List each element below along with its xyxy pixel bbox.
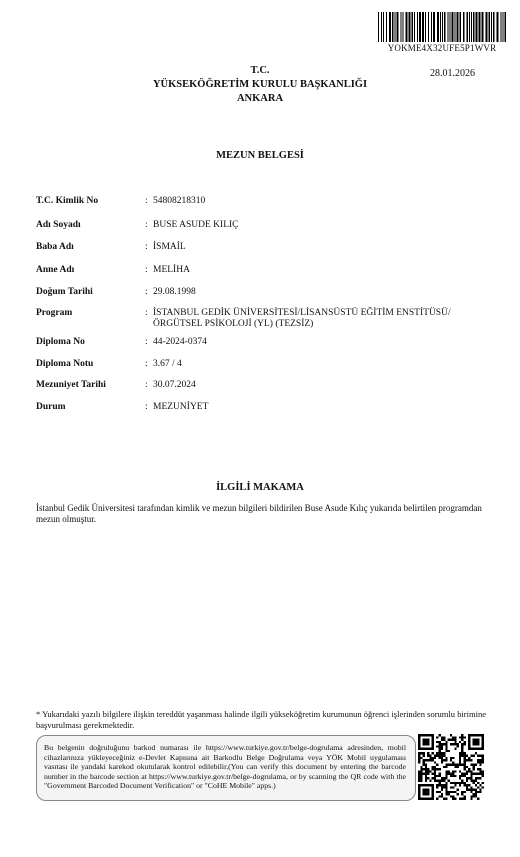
field-label: Doğum Tarihi: [36, 287, 93, 297]
header-line-country: T.C.: [250, 65, 270, 76]
field-colon: :: [145, 337, 148, 347]
verification-text: Bu belgenin doğruluğunu barkod numarası ile https://www.turkiye.gov.tr/belge-dogrulama adresinden, mobil cihazlarınıza yükleyeceğiniz e-Devlet Kapısına ait Barkodlu Belge Doğrulama veya YÖK Mobil uygulaması vasıtası ile yandaki karekod okutularak kontrol edilebilir.(You can verify this document by entering the barcode number in the barcode section at https://www.turkiye.gov.tr/belge-dogrulama, or by scanning the QR code with the "Government Barcoded Document Verification" or "CoHE Mobile" apps.): [44, 743, 406, 791]
field-colon: :: [145, 359, 148, 369]
issuer-header: [0, 64, 520, 106]
field-colon: :: [145, 308, 148, 318]
header-line-institution: YÜKSEKÖĞRETİM KURULU BAŞKANLIĞI: [152, 79, 368, 90]
field-label: Durum: [36, 402, 66, 412]
field-colon: :: [145, 265, 148, 275]
field-colon: :: [145, 242, 148, 252]
field-label: Mezuniyet Tarihi: [36, 380, 106, 390]
header-line-city: ANKARA: [236, 93, 284, 104]
field-value: MELİHA: [153, 265, 190, 275]
field-value: 29.08.1998: [153, 287, 196, 297]
field-label: Program: [36, 308, 73, 318]
field-colon: :: [145, 220, 148, 230]
field-value: İSTANBUL GEDİK ÜNİVERSİTESİ/LİSANSÜSTÜ EĞİTİM ENSTİTÜSÜ/ÖRGÜTSEL PSİKOLOJİ (YL) (TEZSİZ): [153, 308, 451, 329]
field-value: 30.07.2024: [153, 380, 196, 390]
qr-code-icon: [418, 734, 484, 800]
field-value: İSMAİL: [153, 242, 186, 252]
body-paragraph: İstanbul Gedik Üniversitesi tarafından kimlik ve mezun bilgileri bildirilen Buse Asude Kılıç yukarıda belirtilen programdan mezun olmuştur.: [36, 503, 482, 524]
field-value: BUSE ASUDE KILIÇ: [153, 220, 239, 230]
field-label: T.C. Kimlik No: [36, 196, 99, 206]
field-value: 44-2024-0374: [153, 337, 207, 347]
barcode-icon: [378, 12, 506, 42]
field-colon: :: [145, 380, 148, 390]
document-date: 28.01.2026: [430, 68, 475, 79]
barcode-number: YOKME4X32UFE5P1WVR: [387, 43, 497, 53]
field-value: MEZUNİYET: [153, 402, 209, 412]
field-label: Baba Adı: [36, 242, 74, 252]
addressee-heading: İLGİLİ MAKAMA: [216, 482, 304, 493]
field-colon: :: [145, 196, 148, 206]
field-colon: :: [145, 402, 148, 412]
document-title: MEZUN BELGESİ: [216, 150, 304, 161]
field-label: Anne Adı: [36, 265, 75, 275]
field-label: Adı Soyadı: [36, 220, 81, 230]
field-value: 54808218310: [153, 196, 206, 206]
field-value: 3.67 / 4: [153, 359, 182, 369]
field-colon: :: [145, 287, 148, 297]
footnote: * Yukarıdaki yazılı bilgilere ilişkin tereddüt yaşanması halinde ilgili yükseköğretim kurumunun öğrenci işlerinden sorumlu birimine başvurulması gerekmektedir.: [36, 709, 486, 730]
field-label: Diploma Notu: [36, 359, 94, 369]
field-label: Diploma No: [36, 337, 85, 347]
